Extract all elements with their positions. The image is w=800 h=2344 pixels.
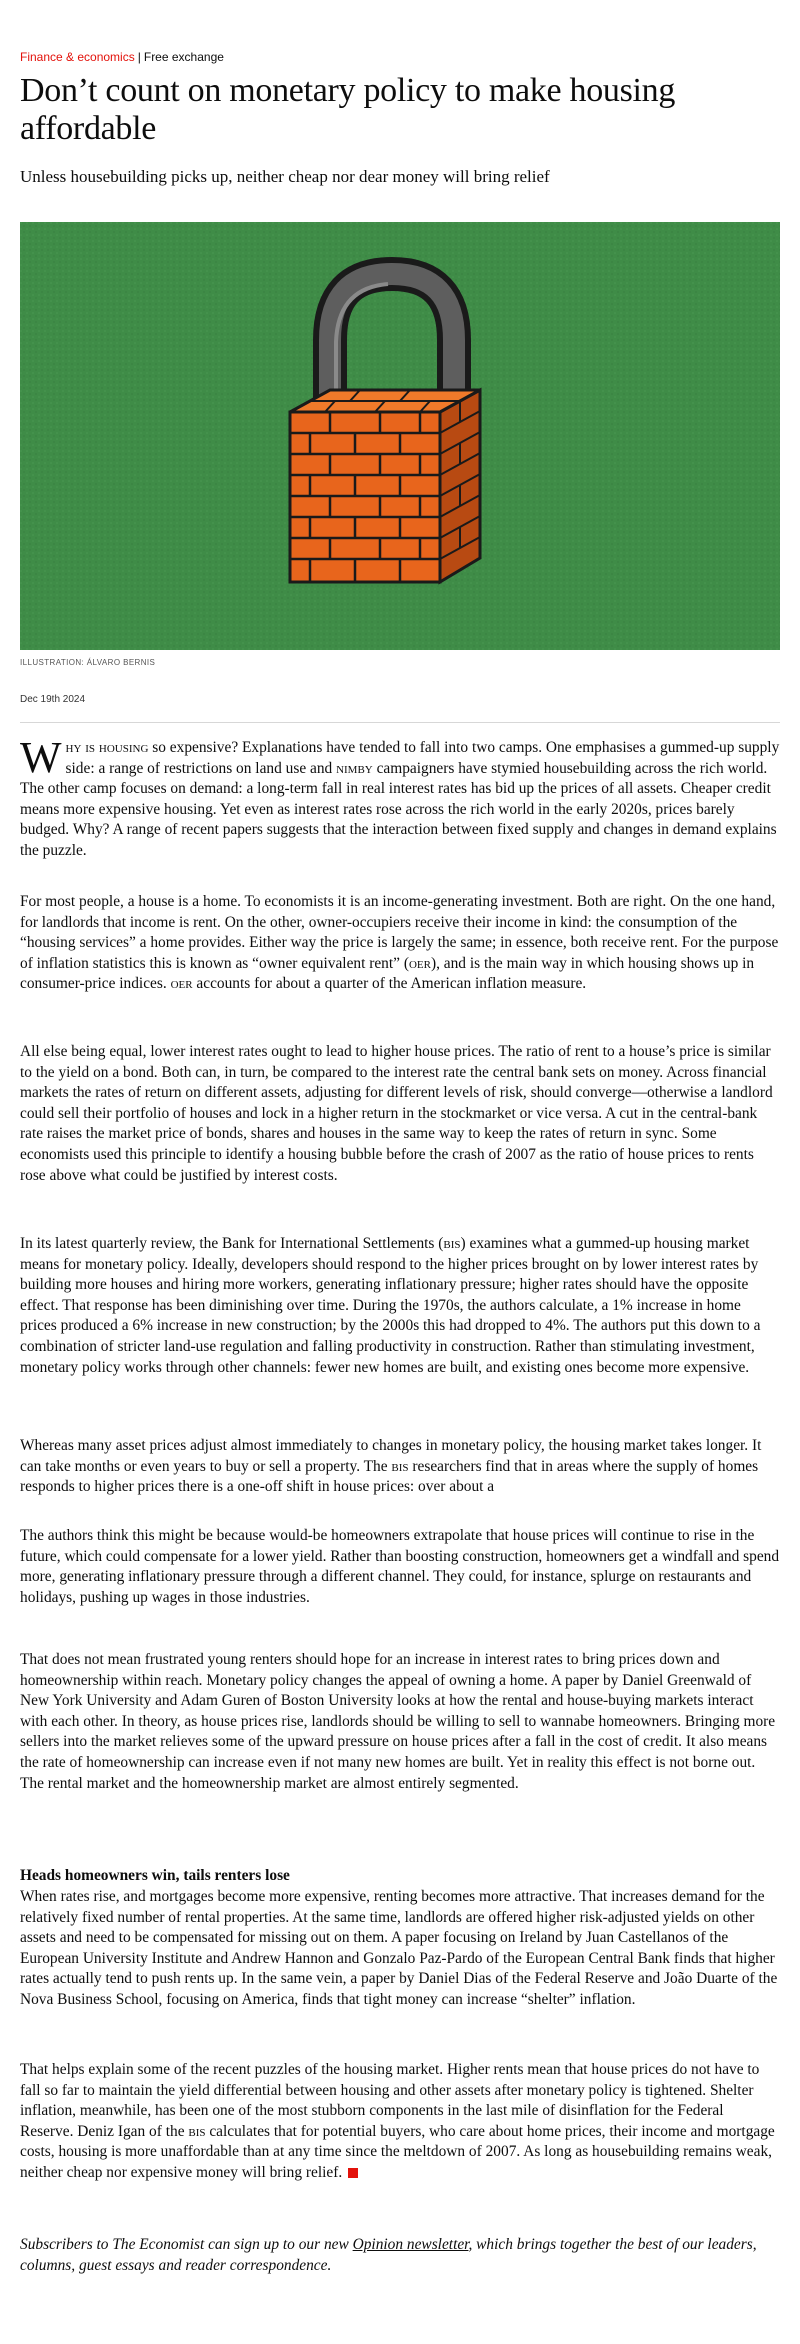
paragraph-text: accounts for about a quarter of the American inflation measure. [192,975,587,993]
newsletter-note [20,2234,780,2276]
paragraph-text: That helps explain some of the recent puzzles of the housing market. Higher rents mean that house prices do not have to fall so far to maintain the yield differential between housing and other assets after monetary policy is tightened. Shelter inflation, meanwhile, has been one of the most stubborn components in the last mile of disinflation for the Federal Reserve. Deniz Igan of the [20,2061,760,2140]
paragraph-9 [20,2060,780,2184]
paragraph-text: For most people, a house is a home. To economists it is an income-generating investment. Both are right. On the one hand, for landlords that income is rent. On the other, owner-occupiers receive their income in kind: the consumption of the “housing services” a home provides. Either way the price is largely the same; in essence, both receive rent. For the purpose of inflation statistics this is known as “owner equivalent rent” ( [20,893,779,972]
end-mark-icon [348,2168,358,2178]
paragraph-8: When rates rise, and mortgages become more expensive, renting becomes more attractive. That increases demand for the relatively fixed number of rental properties. At the same time, landlords are offered higher risk-adjusted yields on other assets and need to be compensated for missing out on them. A paper focusing on Ireland by Juan Castellanos of the European University Institute and Andrew Hannon and Gonzalo Paz-Pardo of the European Central Bank finds that higher rates actually tend to push rents up. In the same vein, a paper by Daniel Dias of the Federal Reserve and João Duarte of the Nova Business School, focusing on America, finds that tight money can increase “shelter” inflation. [20,1888,778,2008]
lead-in: hy is housing [65,739,149,756]
divider [20,722,780,723]
paragraph-text: calculates that for potential buyers, who care about home prices, their income and mortgage costs, housing is more unaffordable than at any time since the meltdown of 2007. As long as housebuilding remains weak, neither cheap nor expensive money will bring relief. [20,2122,775,2181]
headline: Don’t count on monetary policy to make housing affordable [20,72,676,147]
paragraph-4 [20,1234,780,1378]
paragraph-text: campaigners have stymied housebuilding across the rich world. The other camp focuses on demand: a long-term fall in real interest rates has bid up the prices of all assets. Cheaper credit means more expensive housing. Yet even as interest rates rose across the rich world in the early 2020s, prices barely budged. Why? A range of recent papers suggests that the interaction between fixed supply and changes in demand explains the puzzle. [20,759,777,859]
paragraph-6: The authors think this might be because would-be homeowners extrapolate that house prices will continue to rise in the future, which could compensate for a lower yield. Rather than boosting construction, homeowners get a windfall and spend more, generating inflationary pressure through a different channel. They could, for instance, splurge on restaurants and holidays, pushing up wages in those industries. [20,1527,780,1606]
note-text: , which brings together the best of our leaders, columns, guest essays and reader correspondence. [20,2236,757,2274]
paragraph-1 [20,733,780,862]
publish-date: Dec 19th 2024 [20,694,86,705]
paragraph-text: ), and is the main way in which housing shows up in consumer-price indices. [20,954,755,993]
hero-image [20,222,780,650]
paragraph-5 [20,1436,780,1498]
image-credit: ILLUSTRATION: ÁLVARO BERNIS [20,658,156,667]
topic-link[interactable]: Free exchange [143,50,224,64]
acronym: bis [443,1235,461,1252]
acronym: nimby [336,759,373,777]
opinion-newsletter-link[interactable]: Opinion newsletter [352,2236,469,2253]
acronym: bis [391,1457,409,1475]
rubric [20,50,224,64]
truncation-fade [20,1496,780,1510]
paragraph-text: ) examines what a gummed-up housing market means for monetary policy. Ideally, developers should respond to the higher prices brought on by lower interest rates by building more houses and hiring more workers, generating inflationary pressure; higher rates should have the opposite effect. That response has been diminishing over time. During the 1970s, the authors calculate, a 1% increase in home prices produced a 6% increase in new construction; by the 2000s this had dropped to 4%. The authors put this down to a combination of stricter land-use regulation and falling productivity in construction. Rather than stimulating investment, monetary policy works through other channels: fewer new homes are built, and existing ones become more expensive. [20,1235,761,1376]
rubric-separator: | [137,50,141,64]
paragraph-3: All else being equal, lower interest rates ought to lead to higher house prices. The ratio of rent to a house’s price is similar to the yield on a bond. Both can, in turn, be compared to the interest rate the central bank sets on money. Across financial markets the rates of return on different assets, adjusting for different levels of risk, should converge—otherwise a landlord could sell their portfolio of houses and lock in a higher return in the stockmarket or vice versa. A cut in the central-bank rate raises the market price of bonds, shares and houses in the same way to keep the rates of return in sync. Some economists used this principle to identify a housing bubble before the crash of 2007 as the ratio of house prices to rents rose above what could be justified by interest costs. [20,1043,773,1184]
acronym: bis [188,2122,206,2140]
acronym: oer [170,975,193,993]
note-text: Subscribers to The Economist can sign up to our new [20,2236,353,2253]
paragraph-2 [20,892,780,995]
acronym: oer [408,954,431,972]
padlock-brick-illustration [20,222,780,650]
paragraph-text: so expensive? Explanations have tended to fall into two camps. One emphasises a gummed-up supply side: a range of restrictions on land use and [65,739,780,777]
standfirst: Unless housebuilding picks up, neither cheap nor dear money will bring relief [20,167,550,186]
paragraph-text: Whereas many asset prices adjust almost immediately to changes in monetary policy, the housing market takes longer. It can take months or even years to buy or sell a property. The [20,1437,762,1475]
paragraph-7: That does not mean frustrated young renters should hope for an increase in interest rates to bring prices down and homeownership within reach. Monetary policy changes the appeal of owning a home. A paper by Daniel Greenwald of New York University and Adam Guren of Boston University looks at how the rental and house-buying markets interact with each other. In theory, as house prices rise, landlords should be willing to sell to wannabe homeowners. Bringing more sellers into the market relieves some of the upward pressure on house prices after a fall in the cost of credit. It also means the rate of homeownership can increase even if not many new homes are built. Yet in reality this effect is not borne out. The rental market and the homeownership market are almost entirely segmented. [20,1651,776,1792]
paragraph-text: In its latest quarterly review, the Bank for International Settlements ( [20,1235,444,1252]
paragraph-text: researchers find that in areas where the supply of homes responds to higher prices there is a one-off shift in house prices: over about a [20,1457,759,1496]
section-link[interactable]: Finance & economics [20,50,135,64]
section-subhead: Heads homeowners win, tails renters lose [20,1867,290,1884]
drop-cap: W [20,733,62,782]
